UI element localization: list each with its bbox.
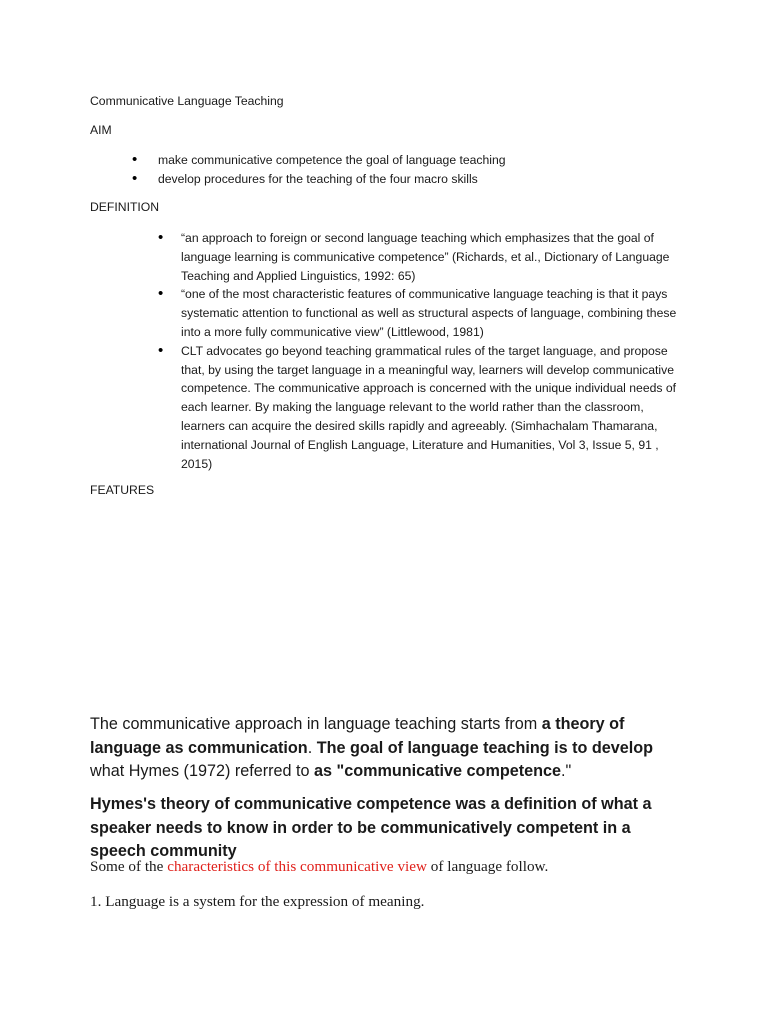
list-item: • “one of the most characteristic features of communicative language teaching is that it pays systematic attention to functional as well as structural aspects of language, combining these into a more fully communicative view” (Littlewood, 1981) <box>181 285 681 341</box>
list-item: • develop procedures for the teaching of the four macro skills <box>158 170 718 189</box>
bold-text-run: a theory of language as communication <box>90 715 625 757</box>
text-run: . <box>307 738 317 757</box>
text-run: The communicative approach in language teaching starts from <box>90 715 542 733</box>
text-run: what Hymes (1972) referred to <box>90 762 315 781</box>
list-item: • CLT advocates go beyond teaching grammatical rules of the target language, and propose that, by using the target language in a meaningful way, learners will develop communicative competence. The communicative approach is concerned with the unique individual needs of each learner. By making the language relevant to the world rather than the classroom, learners can acquire the desired skills rapidly and agreeably. (Simhachalam Thamarana, international Journal of English Language, Literature and Humanities, Vol 3, Issue 5, 91 , 2015) <box>181 342 681 474</box>
aim-list <box>158 151 718 189</box>
paragraph-hymes-theory: Hymes's theory of communicative competence was a definition of what a speaker needs to know in order to be communicatively competent in a speech community <box>90 795 652 861</box>
aim-heading: AIM <box>90 123 112 137</box>
paragraph-communicative-approach <box>90 713 680 784</box>
highlighted-text-run: characteristics of this communicative view <box>167 858 427 875</box>
features-heading: FEATURES <box>90 483 155 497</box>
bold-text-run: as "communicative competence <box>314 762 562 781</box>
paragraph-language-system: 1. Language is a system for the expression of meaning. <box>90 893 425 910</box>
page-title: Communicative Language Teaching <box>90 94 284 108</box>
text-run: of language follow. <box>427 858 549 875</box>
list-item: • “an approach to foreign or second language teaching which emphasizes that the goal of language learning is communicative competence” (Richards, et al., Dictionary of Language Teaching and Applied Linguistics, 1992: 65) <box>181 229 681 285</box>
text-run: ." <box>561 762 572 781</box>
bold-text-run: The goal of language teaching is to develop <box>316 738 654 757</box>
definition-heading: DEFINITION <box>90 200 160 214</box>
definition-list <box>181 229 681 473</box>
list-item: • make communicative competence the goal of language teaching <box>158 151 718 170</box>
text-run: Some of the <box>90 858 168 875</box>
paragraph-characteristics <box>90 858 690 876</box>
